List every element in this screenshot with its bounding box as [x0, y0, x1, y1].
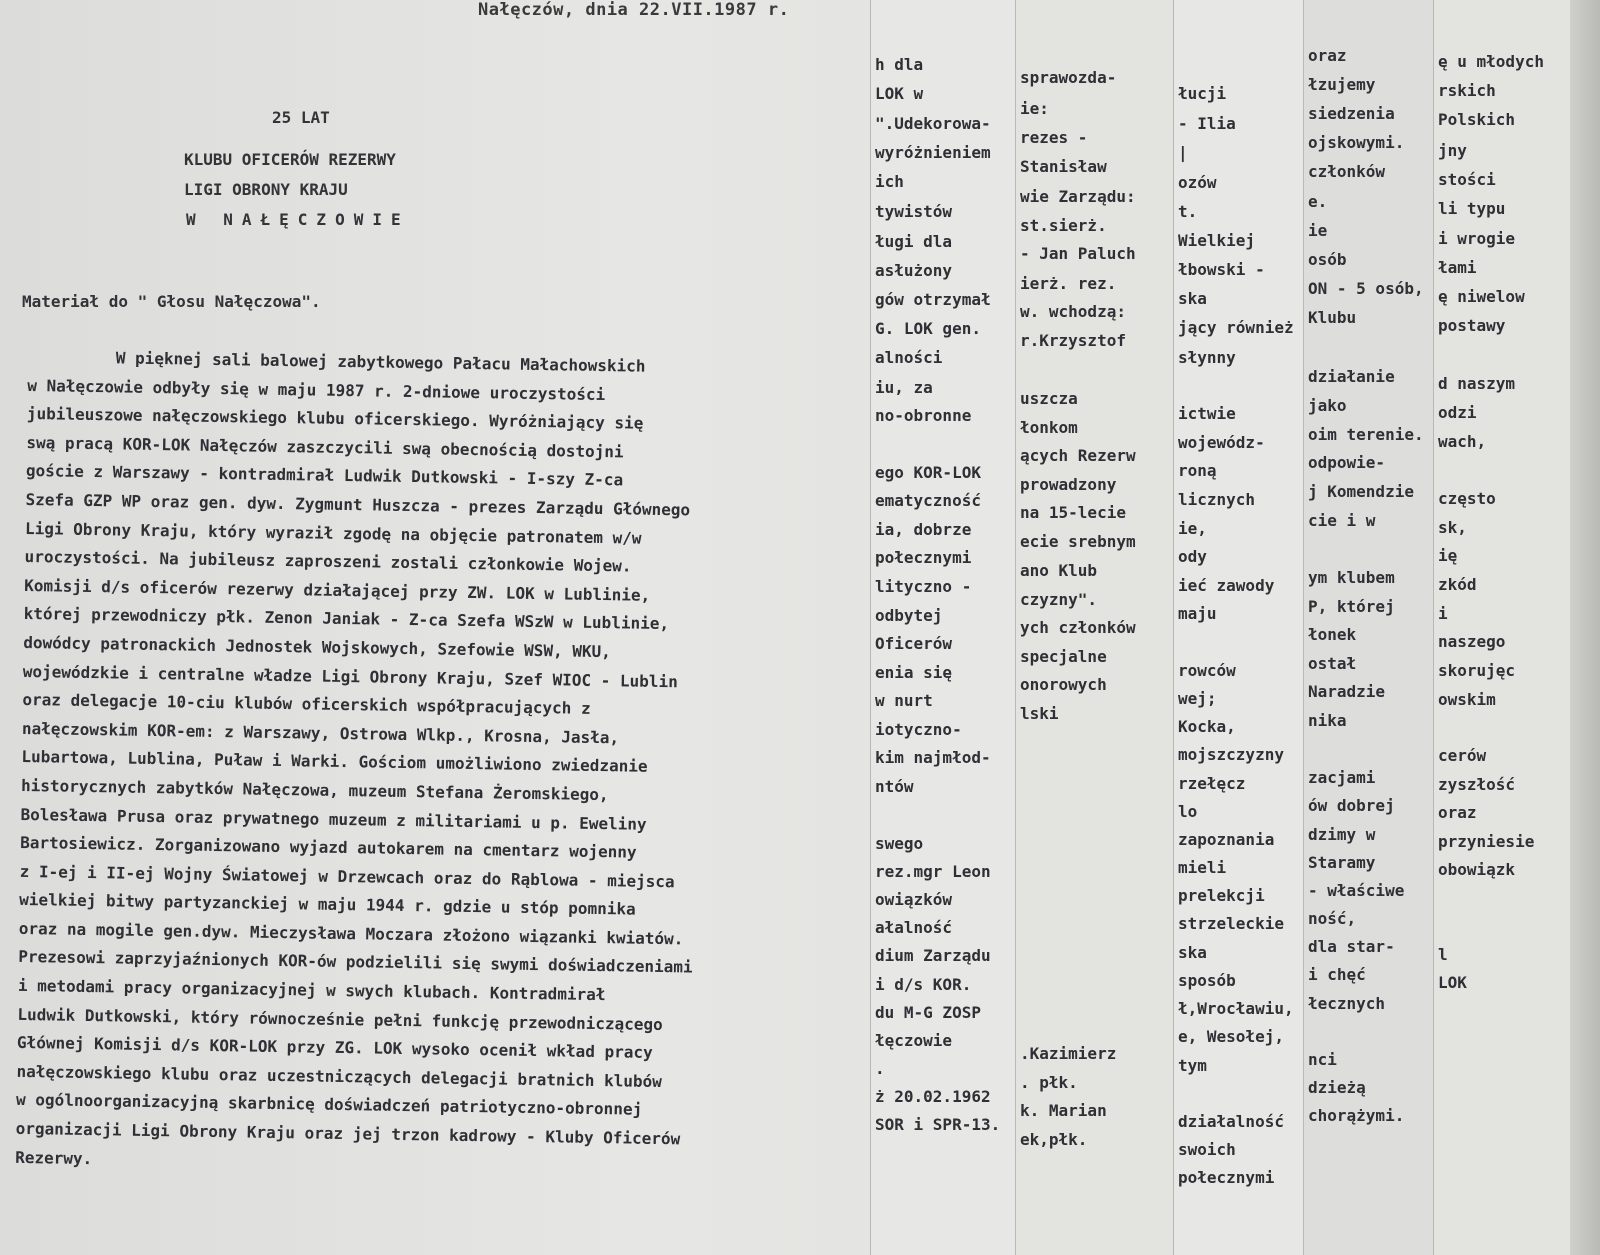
strip-line: ozów [1178, 173, 1217, 192]
body-line: w Nałęczowie odbyły się w maju 1987 r. 2-dniowe uroczystości [27, 375, 606, 404]
strip-line: ę u młodych [1438, 52, 1544, 71]
strip-line: łonkom [1020, 418, 1078, 437]
overlap-strip-5 [1433, 0, 1571, 1255]
strip-line: l [1438, 945, 1448, 964]
strip-line: wyróżnieniem [875, 143, 991, 162]
strip-line: w nurt [875, 691, 933, 710]
strip-line: rzełęcz [1178, 774, 1246, 793]
strip-line: ano Klub [1020, 561, 1098, 580]
strip-line: ".Udekorowa- [875, 114, 991, 133]
strip-line: ia, dobrze [875, 520, 972, 539]
strip-line: ntów [875, 777, 914, 796]
strip-line: łonek [1308, 625, 1357, 644]
strip-line: zyszłość [1438, 775, 1516, 794]
strip-line: Klubu [1308, 308, 1357, 327]
strip-line: jako [1308, 396, 1347, 415]
strip-line: osób [1308, 250, 1347, 269]
strip-line: ska [1178, 289, 1207, 308]
body-line: historycznych zabytków Nałęczowa, muzeum Stefana Żeromskiego, [20, 775, 609, 805]
strip-line: Stanisław [1020, 157, 1107, 176]
strip-line: odpowie- [1308, 453, 1386, 472]
date-line: Nałęczów, dnia 22.VII.1987 r. [478, 0, 790, 20]
strip-line: nci [1308, 1050, 1337, 1069]
strip-line: zacjami [1308, 768, 1376, 787]
strip-line: ieć zawody [1178, 576, 1275, 595]
strip-line: działalność [1178, 1112, 1284, 1131]
article-body [15, 343, 888, 1186]
body-line: uroczystości. Na jubileusz zaproszeni zostali członkowie Wojew. [24, 547, 632, 576]
strip-line: gów otrzymał [875, 290, 991, 309]
strip-line: i d/s KOR. [875, 975, 972, 994]
body-line: i metodami pracy organizacyjnej w swych klubach. Kontradmirał [17, 975, 606, 1005]
body-line: goście z Warszawy - kontradmirał Ludwik Dutkowski - I-szy Z-ca [25, 461, 624, 490]
strip-line: uszcza [1020, 389, 1078, 408]
strip-line: wach, [1438, 432, 1487, 451]
strip-line: siedzenia [1308, 104, 1395, 123]
strip-line: lo [1178, 802, 1198, 821]
strip-line: ych członków [1020, 618, 1136, 637]
strip-line: h dla [875, 55, 924, 74]
strip-line: owskim [1438, 690, 1496, 709]
body-line: Bolesława Prusa oraz prywatnego muzeum z militariami u p. Eweliny [20, 804, 647, 834]
strip-line: dium Zarządu [875, 946, 991, 965]
strip-line: ie [1308, 221, 1328, 240]
strip-line: cie i w [1308, 511, 1376, 530]
body-line: oraz na mogile gen.dyw. Mieczysława Moczara złożono wiązanki kwiatów. [18, 918, 684, 949]
strip-line: na 15-lecie [1020, 503, 1126, 522]
strip-line: łzujemy [1308, 75, 1376, 94]
strip-line: Oficerów [875, 634, 953, 653]
heading-club-name: KLUBU OFICERÓW REZERWY [184, 150, 396, 169]
strip-line: stości [1438, 170, 1496, 189]
strip-line: sk, [1438, 518, 1467, 537]
strip-line: zapoznania [1178, 830, 1275, 849]
strip-line: | [1178, 143, 1188, 162]
body-line: wielkiej bitwy partyzanckiej w maju 1944 r. gdzie u stóp pomnika [19, 890, 636, 919]
strip-line: .Kazimierz [1020, 1044, 1117, 1063]
strip-line: sprawozda- [1020, 68, 1117, 87]
strip-line: swego [875, 834, 924, 853]
strip-line: rezes - [1020, 128, 1088, 147]
body-line: Prezesowi zaprzyjaźnionych KOR-ów podzielili się swymi doświadczeniami [18, 947, 693, 977]
material-caption: Materiał do " Głosu Nałęczowa". [22, 292, 321, 311]
heading-town: W NAŁĘCZOWIE [186, 210, 410, 229]
strip-line: lski [1020, 704, 1059, 723]
strip-line: odzi [1438, 403, 1477, 422]
strip-line: połecznymi [1178, 1168, 1275, 1187]
strip-line: jący również [1178, 318, 1294, 337]
strip-line: ierż. rez. [1020, 274, 1117, 293]
strip-line: specjalne [1020, 647, 1107, 666]
strip-line: dla star- [1308, 937, 1395, 956]
body-line: nałęczowskiego klubu oraz uczestniczących delegacji bratnich klubów [16, 1061, 663, 1091]
strip-line: roną [1178, 461, 1217, 480]
strip-line: dzimy w [1308, 825, 1376, 844]
strip-line: lityczno - [875, 577, 972, 596]
body-line: Rezerwy. [15, 1147, 93, 1168]
strip-line: ON - 5 osób, [1308, 279, 1424, 298]
strip-line: r.Krzysztof [1020, 331, 1126, 350]
strip-line: ie: [1020, 99, 1049, 118]
strip-line: łecznych [1308, 994, 1386, 1013]
strip-line: łami [1438, 258, 1477, 277]
strip-line: nika [1308, 711, 1347, 730]
strip-line: ostał [1308, 654, 1357, 673]
strip-line: li typu [1438, 199, 1506, 218]
strip-line: Kocka, [1178, 717, 1236, 736]
strip-line: dzieżą [1308, 1078, 1366, 1097]
strip-line: iotyczno- [875, 720, 962, 739]
body-line: Ludwik Dutkowski, który równocześnie pełni funkcję przewodniczącego [17, 1004, 663, 1034]
body-line: jubileuszowe nałęczowskiego klubu oficerskiego. Wyróżniający się [26, 404, 644, 433]
strip-line: oraz [1438, 803, 1477, 822]
strip-line: odbytej [875, 606, 943, 625]
strip-line: tym [1178, 1056, 1207, 1075]
strip-line: ojskowymi. [1308, 133, 1405, 152]
heading-league-name: LIGI OBRONY KRAJU [184, 180, 348, 199]
strip-line: słynny [1178, 348, 1236, 367]
strip-line: licznych [1178, 490, 1256, 509]
strip-line: rez.mgr Leon [875, 862, 991, 881]
strip-line: t. [1178, 202, 1198, 221]
strip-line: ność, [1308, 909, 1357, 928]
strip-line: oraz [1308, 46, 1347, 65]
strip-line: łbowski - [1178, 260, 1265, 279]
body-line: z I-ej i II-ej Wojny Światowej w Drzewcach oraz do Rąblowa - miejsca [19, 861, 675, 891]
strip-line: enia się [875, 663, 953, 682]
strip-line: wej; [1178, 689, 1217, 708]
strip-line: cerów [1438, 746, 1487, 765]
strip-line: wojewódz- [1178, 433, 1265, 452]
strip-line: SOR i SPR-13. [875, 1115, 1001, 1134]
strip-line: e, Wesołej, [1178, 1027, 1284, 1046]
body-line: swą pracą KOR-LOK Nałęczów zaszczycili swą obecnością dostojni [26, 432, 624, 462]
strip-line: przyniesie [1438, 832, 1535, 851]
strip-line: . płk. [1020, 1073, 1078, 1092]
strip-line: ących Rezerw [1020, 446, 1136, 465]
strip-line: ecie srebnym [1020, 532, 1136, 551]
strip-line: maju [1178, 604, 1217, 623]
strip-line: ym klubem [1308, 568, 1395, 587]
strip-line: i chęć [1308, 965, 1366, 984]
strip-line: Wielkiej [1178, 231, 1256, 250]
strip-line: i wrogie [1438, 229, 1516, 248]
strip-line: swoich [1178, 1140, 1236, 1159]
strip-line: k. Marian [1020, 1101, 1107, 1120]
strip-line: Polskich [1438, 110, 1516, 129]
page-edge-shadow [1570, 0, 1600, 1255]
strip-line: działanie [1308, 367, 1395, 386]
body-line: oraz delegacje 10-ciu klubów oficerskich współpracujących z [22, 690, 591, 719]
strip-line: d naszym [1438, 374, 1516, 393]
body-line: Ligi Obrony Kraju, który wyraził zgodę na objęcie patronatem w/w [24, 518, 642, 548]
strip-line: asłużony [875, 261, 953, 280]
strip-line: rowców [1178, 661, 1236, 680]
strip-line: ł,Wrocławiu, [1178, 999, 1294, 1018]
strip-line: ię [1438, 546, 1458, 565]
strip-line: czyzny". [1020, 590, 1098, 609]
strip-line: ż 20.02.1962 [875, 1087, 991, 1106]
strip-line: Staramy [1308, 853, 1376, 872]
body-line: Bartosiewicz. Zorganizowano wyjazd autokarem na cmentarz wojenny [20, 833, 637, 862]
strip-line: ody [1178, 547, 1207, 566]
strip-line: - właściwe [1308, 881, 1405, 900]
strip-line: ematyczność [875, 491, 981, 510]
strip-line: łucji [1178, 84, 1227, 103]
strip-line: mieli [1178, 858, 1227, 877]
strip-line: ie, [1178, 519, 1207, 538]
overlap-strip-2 [1015, 0, 1174, 1255]
body-line: organizacji Ligi Obrony Kraju oraz jej trzon kadrowy - Kluby Oficerów [15, 1118, 681, 1149]
strip-line: często [1438, 489, 1496, 508]
strip-line: w. wchodzą: [1020, 302, 1126, 321]
strip-line: iu, za [875, 378, 933, 397]
strip-line: postawy [1438, 316, 1506, 335]
body-line: wojewódzkie i centralne władze Ligi Obrony Kraju, Szef WIOC - Lublin [22, 661, 678, 691]
strip-line: prelekcji [1178, 886, 1265, 905]
strip-line: ów dobrej [1308, 796, 1395, 815]
strip-line: st.sierż. [1020, 216, 1107, 235]
strip-line: sposób [1178, 971, 1236, 990]
strip-line: ek,płk. [1020, 1130, 1088, 1149]
strip-line: e. [1308, 192, 1328, 211]
body-line: której przewodniczy płk. Zenon Janiak - Z-ca Szefa WSzW w Lublinie, [23, 604, 670, 634]
overlap-strip-1 [870, 0, 1016, 1255]
strip-line: ich [875, 172, 904, 191]
strip-line: alności [875, 348, 943, 367]
strip-line: onorowych [1020, 675, 1107, 694]
strip-line: strzeleckie [1178, 914, 1284, 933]
strip-line: mojszczyzny [1178, 745, 1284, 764]
strip-line: członków [1308, 162, 1386, 181]
body-line: dowódcy patronackich Jednostek Wojskowych, Szefowie WSW, WKU, [23, 632, 611, 662]
strip-line: ługi dla [875, 232, 953, 251]
overlap-strip-4 [1303, 0, 1434, 1255]
strip-line: j Komendzie [1308, 482, 1414, 501]
strip-line: skorujęc [1438, 661, 1516, 680]
strip-line: tywistów [875, 202, 953, 221]
strip-line: owiązków [875, 890, 953, 909]
strip-line: połecznymi [875, 548, 972, 567]
strip-line: - Jan Paluch [1020, 244, 1136, 263]
heading-anniversary: 25 LAT [272, 108, 330, 127]
strip-line: no-obronne [875, 406, 972, 425]
strip-line: ska [1178, 943, 1207, 962]
strip-line: zkód [1438, 575, 1477, 594]
strip-line: naszego [1438, 632, 1506, 651]
strip-line: LOK w [875, 84, 924, 103]
strip-line: wie Zarządu: [1020, 187, 1136, 206]
strip-line: obowiązk [1438, 860, 1516, 879]
strip-line: ego KOR-LOK [875, 463, 981, 482]
strip-line: du M-G ZOSP [875, 1003, 981, 1022]
strip-line: jny [1438, 141, 1467, 160]
body-line: Komisji d/s oficerów rezerwy działającej przy ZW. LOK w Lublinie, [24, 575, 651, 605]
strip-line: ałalność [875, 918, 953, 937]
strip-line: ictwie [1178, 404, 1236, 423]
strip-line: - Ilia [1178, 114, 1236, 133]
strip-line: ę niwelow [1438, 287, 1525, 306]
overlap-strip-3 [1173, 0, 1304, 1255]
strip-line: i [1438, 604, 1448, 623]
strip-line: prowadzony [1020, 475, 1117, 494]
body-line: W pięknej sali balowej zabytkowego Pałacu Małachowskich [115, 348, 646, 376]
strip-line: . [875, 1059, 885, 1078]
strip-line: chorążymi. [1308, 1106, 1405, 1125]
strip-line: łęczowie [875, 1031, 953, 1050]
strip-line: LOK [1438, 973, 1467, 992]
strip-line: oim terenie. [1308, 425, 1424, 444]
body-line: w ogólnoorganizacyjną skarbnicę doświadczeń patriotyczno-obronnej [15, 1090, 643, 1120]
strip-line: kim najmłod- [875, 748, 991, 767]
body-line: nałęczowskim KOR-em: z Warszawy, Ostrowa Wlkp., Krosna, Jasła, [21, 718, 620, 748]
body-line: Szefa GZP WP oraz gen. dyw. Zygmunt Huszcza - prezes Zarządu Głównego [25, 489, 691, 520]
strip-line: rskich [1438, 81, 1496, 100]
body-line: Lubartowa, Lublina, Puław i Warki. Gościom umożliwiono zwiedzanie [21, 747, 648, 777]
strip-line: Naradzie [1308, 682, 1386, 701]
body-line: Głównej Komisji d/s KOR-LOK przy ZG. LOK wysoko ocenił wkład pracy [16, 1033, 653, 1063]
strip-line: G. LOK gen. [875, 319, 981, 338]
strip-line: P, której [1308, 597, 1395, 616]
